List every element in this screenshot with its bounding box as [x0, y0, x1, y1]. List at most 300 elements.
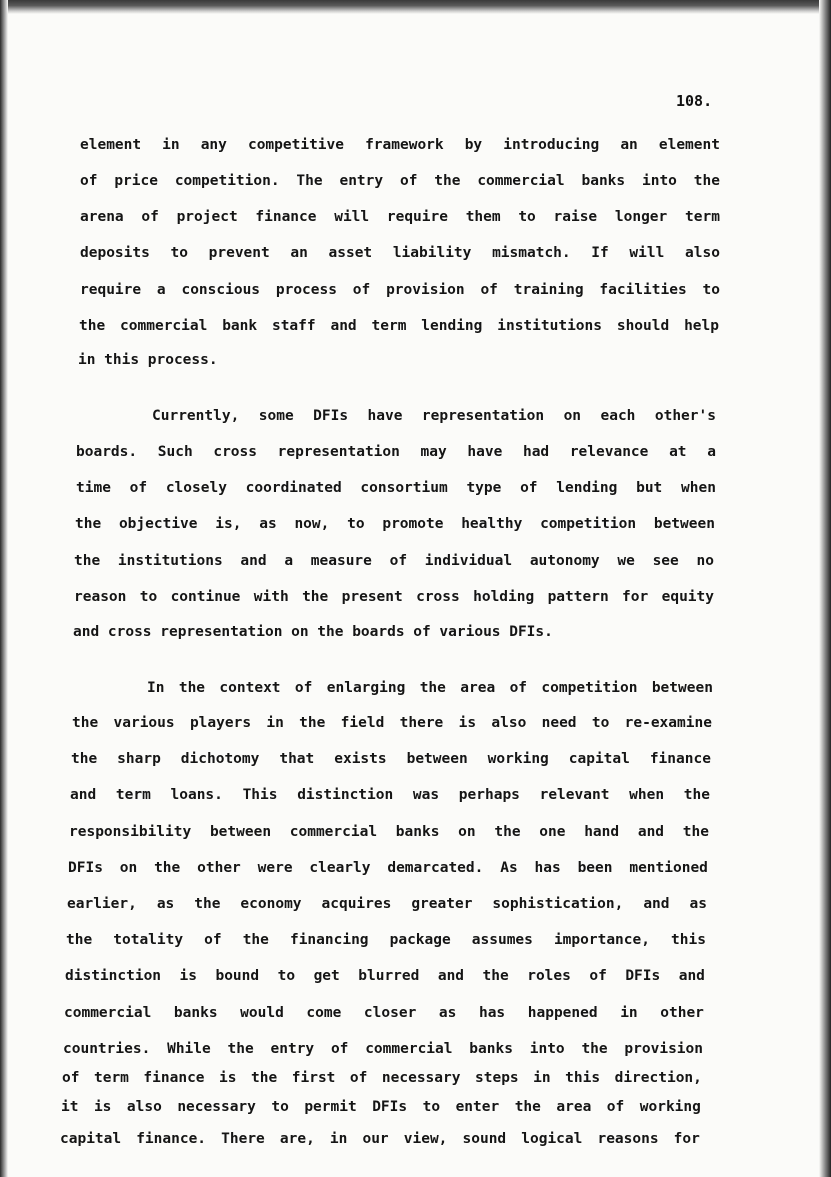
text-line [62, 1069, 702, 1087]
word: is [458, 715, 477, 731]
word: finance [649, 751, 711, 767]
text-line [66, 931, 706, 949]
word: process. [147, 352, 218, 368]
word: clearly [309, 860, 371, 876]
word: the [72, 715, 99, 731]
word: enlarging [326, 680, 406, 696]
word: the [434, 173, 461, 189]
scan-edge-left [0, 0, 8, 1177]
word: other's [654, 408, 716, 424]
word: the [299, 715, 326, 731]
word: boards [352, 624, 405, 640]
word: for [622, 589, 649, 605]
scan-edge-right [819, 0, 831, 1177]
word: a [156, 282, 166, 298]
word: has [478, 1005, 506, 1021]
text-line [75, 515, 715, 533]
word: of [349, 1070, 368, 1086]
word: happened [527, 1005, 598, 1021]
word: longer [614, 209, 668, 225]
word: the [683, 787, 710, 803]
text-line [69, 823, 709, 841]
word: the [482, 968, 509, 984]
word: raise [553, 209, 598, 225]
word: require [80, 282, 142, 298]
word: objective [118, 516, 198, 532]
word: training [513, 282, 584, 298]
word: by [464, 137, 483, 153]
word: healthy [461, 516, 523, 532]
word: The [296, 173, 323, 189]
word: to [170, 245, 188, 261]
word: is [219, 1070, 237, 1086]
word: DFIs [68, 860, 103, 876]
text-line [67, 895, 707, 913]
word: price [114, 173, 158, 189]
word: will [629, 245, 665, 261]
word: in [620, 1005, 638, 1021]
word: continue [170, 589, 241, 605]
word: the [75, 516, 102, 532]
word: may [420, 444, 447, 460]
word: of [480, 282, 498, 298]
word: mentioned [629, 860, 708, 876]
word: no [696, 553, 714, 569]
word: mismatch. [492, 245, 571, 261]
text-line [80, 172, 720, 190]
word: cross [416, 589, 460, 605]
word: finance. [136, 1131, 207, 1147]
word: some [258, 408, 294, 424]
word: necessary [177, 1099, 256, 1115]
word: also [685, 245, 720, 261]
word: the [154, 860, 181, 876]
word: as [156, 896, 175, 912]
word: in [162, 137, 180, 153]
word: DFIs. [509, 624, 553, 640]
word: This [242, 787, 278, 803]
word: is [179, 968, 197, 984]
word: is, [215, 516, 242, 532]
word: cross [213, 444, 257, 460]
word: help [684, 318, 719, 334]
word: our [362, 1131, 389, 1147]
word: deposits [80, 245, 150, 261]
word: logical [521, 1131, 583, 1147]
word: will [334, 209, 370, 225]
word: individual [424, 553, 513, 569]
word: DFIs [625, 968, 661, 984]
word: of [204, 932, 222, 948]
word: element [658, 137, 720, 153]
word: come [306, 1005, 342, 1021]
word: finance [255, 209, 317, 225]
word: DFIs [372, 1099, 408, 1115]
word: bank [222, 318, 258, 334]
word: the [302, 589, 329, 605]
text-line [80, 208, 720, 226]
text-line [72, 714, 712, 732]
word: conscious [181, 282, 261, 298]
word: permit [304, 1099, 357, 1115]
word: and [437, 968, 465, 984]
word: term [93, 1070, 129, 1086]
word: has [534, 860, 561, 876]
word: now, [294, 516, 330, 532]
word: were [257, 860, 293, 876]
word: a [284, 553, 294, 569]
word: also [491, 715, 527, 731]
word: and [637, 824, 665, 840]
word: introducing [503, 137, 600, 153]
word: any [200, 137, 227, 153]
word: need [541, 715, 577, 731]
word: banks [173, 1005, 218, 1021]
word: between [653, 516, 715, 532]
word: holding [473, 589, 535, 605]
word: bound [215, 968, 260, 984]
word: steps [475, 1070, 519, 1086]
word: There [221, 1131, 265, 1147]
word: economy [240, 896, 302, 912]
word: to [277, 968, 296, 984]
word: of [141, 209, 159, 225]
word: type [466, 480, 502, 496]
text-line [61, 1098, 701, 1116]
word: the [693, 173, 720, 189]
text-line [70, 786, 710, 804]
word: area [556, 1099, 592, 1115]
word: autonomy [529, 553, 600, 569]
word: promote [382, 516, 444, 532]
word: to [139, 589, 158, 605]
word: in [266, 715, 284, 731]
word: require [386, 209, 448, 225]
word: institutions [497, 318, 602, 334]
word: view, [403, 1131, 448, 1147]
word: to [347, 516, 365, 532]
word: the [242, 932, 269, 948]
word: see [652, 553, 679, 569]
word: DFIs [313, 408, 349, 424]
word: institutions [117, 553, 223, 569]
word: lending [556, 480, 618, 496]
word: entry [270, 1041, 315, 1057]
word: this [671, 932, 706, 948]
word: on [291, 624, 309, 640]
word: representation [277, 444, 400, 460]
word: various [113, 715, 175, 731]
text-line [60, 1130, 700, 1148]
word: competition [540, 516, 637, 532]
word: of [330, 1041, 349, 1057]
word: sophistication, [492, 896, 624, 912]
word: blurred [358, 968, 420, 984]
word: is [93, 1099, 112, 1115]
word: entry [339, 173, 384, 189]
word: to [591, 715, 610, 731]
word: other [197, 860, 241, 876]
word: commercial [477, 173, 565, 189]
word: measure [310, 553, 372, 569]
page-number: 108. [676, 92, 713, 110]
text-line [76, 443, 716, 461]
word: get [313, 968, 340, 984]
word: representation [421, 408, 545, 424]
word: competition [541, 680, 638, 696]
word: provision [624, 1041, 703, 1057]
word: If [591, 245, 609, 261]
word: when [681, 480, 716, 496]
word: coordinated [245, 480, 342, 496]
word: time [76, 480, 111, 496]
word: and [70, 787, 97, 803]
word: reason [74, 589, 127, 605]
word: the [66, 932, 93, 948]
word: the [251, 1070, 278, 1086]
word: earlier, [67, 896, 137, 912]
word: exists [334, 751, 387, 767]
word: the [494, 824, 521, 840]
word: importance, [553, 932, 650, 948]
word: an [290, 245, 308, 261]
word: demarcated. [387, 860, 484, 876]
word: the [581, 1041, 608, 1057]
word: element [80, 137, 142, 153]
word: working [487, 751, 549, 767]
word: Such [157, 444, 193, 460]
word: to [702, 282, 720, 298]
word: there [399, 715, 444, 731]
word: as [259, 516, 277, 532]
word: each [600, 408, 636, 424]
word: sound [462, 1131, 507, 1147]
word: have [367, 408, 403, 424]
text-line [80, 244, 720, 262]
word: also [126, 1099, 162, 1115]
word: direction, [614, 1070, 702, 1086]
word: field [340, 715, 385, 731]
word: closer [363, 1005, 417, 1021]
word: and [643, 896, 670, 912]
word: cross [107, 624, 152, 640]
word: acquires [321, 896, 392, 912]
word: totality [113, 932, 184, 948]
word: competitive [247, 137, 344, 153]
word: between [209, 824, 272, 840]
word: staff [271, 318, 316, 334]
word: that [279, 751, 315, 767]
word: and [73, 624, 100, 640]
text-line [80, 136, 720, 154]
word: relevant [539, 787, 610, 803]
word: process [275, 282, 337, 298]
word: the [71, 751, 98, 767]
word: reasons [597, 1131, 659, 1147]
word: players [189, 715, 252, 731]
word: of [606, 1099, 625, 1115]
word: project [176, 209, 238, 225]
word: one [539, 824, 566, 840]
word: commercial [120, 318, 208, 334]
word: between [651, 680, 713, 696]
word: competition. [174, 173, 280, 189]
word: we [617, 553, 635, 569]
word: this [104, 352, 140, 368]
word: for [673, 1131, 700, 1147]
word: equity [661, 589, 714, 605]
word: As [500, 860, 518, 876]
word: of [509, 680, 528, 696]
word: In [147, 680, 165, 696]
word: closely [165, 480, 227, 496]
word: banks [469, 1041, 513, 1057]
word: a [707, 444, 716, 460]
word: the [682, 824, 709, 840]
word: them [465, 209, 501, 225]
word: framework [365, 137, 444, 153]
word: of [80, 173, 98, 189]
word: and [240, 553, 267, 569]
word: the [227, 1041, 254, 1057]
word: assumes [471, 932, 533, 948]
word: into [529, 1041, 565, 1057]
word: with [253, 589, 289, 605]
word: to [271, 1099, 289, 1115]
word: lending [421, 318, 483, 334]
text-line [76, 479, 716, 497]
word: of [129, 480, 148, 496]
word: re-examine [624, 715, 712, 731]
word: hand [584, 824, 620, 840]
word: between [406, 751, 468, 767]
word: the [79, 318, 106, 334]
text-line [64, 1004, 704, 1022]
word: roles [527, 968, 571, 984]
word: term [371, 318, 407, 334]
word: in [533, 1070, 551, 1086]
word: pattern [547, 589, 609, 605]
word: of [389, 553, 408, 569]
word: context [219, 680, 281, 696]
text-line [147, 679, 713, 697]
word: sharp [117, 751, 161, 767]
text-line [68, 859, 708, 877]
word: loans. [170, 787, 223, 803]
word: on [119, 860, 138, 876]
word: and [330, 318, 357, 334]
text-line [74, 588, 714, 606]
word: the [178, 680, 206, 696]
word: when [629, 787, 665, 803]
word: prevent [208, 245, 270, 261]
word: other [660, 1005, 704, 1021]
word: as [689, 896, 707, 912]
word: the [514, 1099, 541, 1115]
word: enter [455, 1099, 500, 1115]
word: are, [279, 1131, 315, 1147]
word: responsibility [69, 824, 192, 840]
word: facilities [599, 282, 687, 298]
word: area [460, 680, 496, 696]
word: on [458, 824, 476, 840]
text-line [152, 407, 716, 425]
word: the [74, 553, 101, 569]
word: of [520, 480, 538, 496]
word: the [419, 680, 446, 696]
word: representation [160, 624, 283, 640]
word: of [352, 282, 371, 298]
word: commercial [289, 824, 378, 840]
word: dichotomy [180, 751, 260, 767]
word: have [467, 444, 503, 460]
text-line [65, 967, 705, 985]
word: should [616, 318, 670, 334]
word: asset [328, 245, 373, 261]
word: first [291, 1070, 336, 1086]
word: distinction [297, 787, 394, 803]
word: greater [411, 896, 473, 912]
word: consortium [360, 480, 448, 496]
word: term [685, 209, 720, 225]
word: term [115, 787, 151, 803]
word: was [412, 787, 440, 803]
word: into [641, 173, 677, 189]
word: distinction [65, 968, 162, 984]
word: it [61, 1099, 79, 1115]
word: provision [386, 282, 465, 298]
word: on [563, 408, 582, 424]
text-line [73, 623, 588, 641]
text-line [80, 281, 720, 299]
word: the [317, 624, 344, 640]
word: the [194, 896, 221, 912]
word: various [439, 624, 501, 640]
text-line [74, 552, 714, 570]
word: as [438, 1005, 457, 1021]
word: commercial [64, 1005, 152, 1021]
word: of [399, 173, 418, 189]
word: relevance [569, 444, 649, 460]
word: liability [392, 245, 472, 261]
word: While [167, 1041, 211, 1057]
word: banks [395, 824, 440, 840]
word: this [565, 1070, 601, 1086]
word: in [78, 352, 96, 368]
text-line [71, 750, 711, 768]
word: perhaps [458, 787, 520, 803]
word: arena [80, 209, 124, 225]
word: capital [568, 751, 630, 767]
word: of [62, 1070, 80, 1086]
word: present [341, 589, 403, 605]
word: of [294, 680, 313, 696]
word: of [589, 968, 607, 984]
word: but [636, 480, 663, 496]
word: Currently, [152, 408, 240, 424]
word: of [413, 624, 431, 640]
word: would [240, 1005, 284, 1021]
word: in [329, 1131, 348, 1147]
word: finance [143, 1070, 205, 1086]
word: financing [289, 932, 369, 948]
word: commercial [365, 1041, 453, 1057]
text-line [63, 1040, 703, 1058]
word: to [518, 209, 536, 225]
word: and [678, 968, 705, 984]
text-line [79, 317, 719, 335]
word: boards. [76, 444, 138, 460]
